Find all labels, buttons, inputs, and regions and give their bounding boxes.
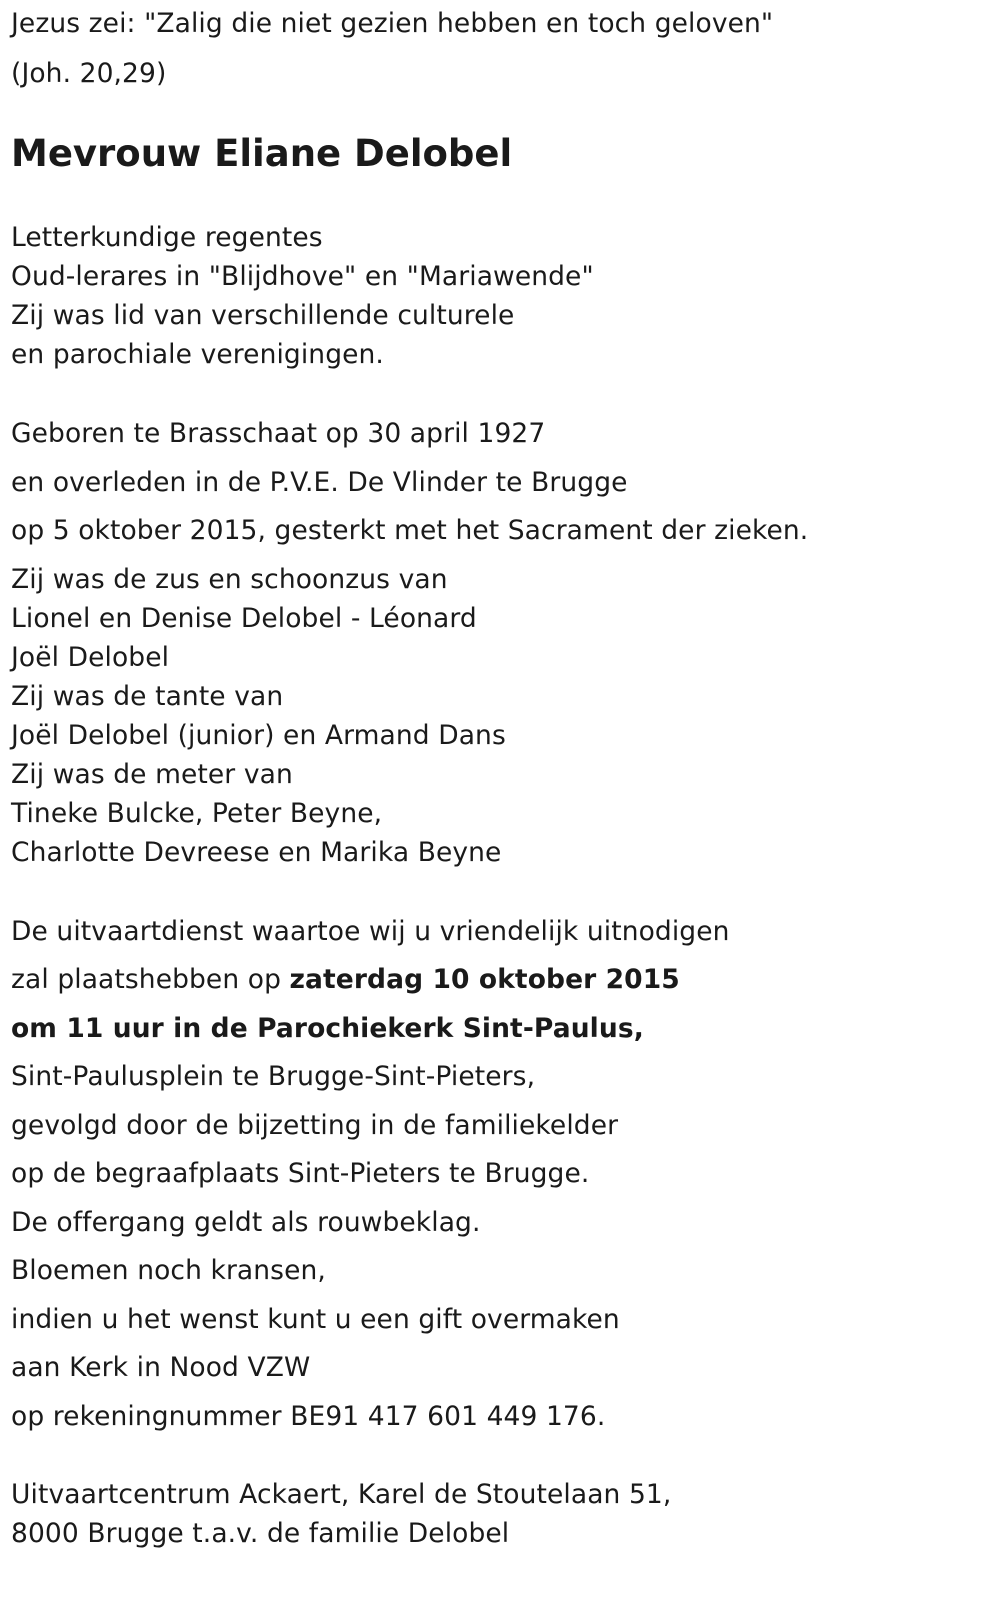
death-line: en overleden in de P.V.E. De Vlinder te Brugge [11,467,628,498]
service-line: gevolgd door de bijzetting in de familiekelder [11,1110,619,1141]
account-number-line: op rekeningnummer BE91 417 601 449 176. [11,1401,606,1432]
service-line: De offergang geldt als rouwbeklag. [11,1207,481,1238]
family-line: Zij was de meter van [11,759,293,790]
service-line: indien u het wenst kunt u een gift overmaken [11,1304,620,1335]
intro-line: en parochiale verenigingen. [11,339,384,370]
service-line: Sint-Paulusplein te Brugge-Sint-Pieters, [11,1061,536,1092]
intro-line: Oud-lerares in "Blijdhove" en "Mariawende" [11,261,594,292]
family-line: Joël Delobel [11,642,170,673]
bible-quote: Jezus zei: "Zalig die niet gezien hebben en toch geloven" [11,8,774,39]
service-date: zaterdag 10 oktober 2015 [289,964,680,995]
service-line: aan Kerk in Nood VZW [11,1352,311,1383]
intro-line: Zij was lid van verschillende culturele [11,300,515,331]
bible-reference: (Joh. 20,29) [11,58,167,89]
service-invitation: De uitvaartdienst waartoe wij u vriendelijk uitnodigen [11,916,730,947]
contact-line: Uitvaartcentrum Ackaert, Karel de Stoutelaan 51, [11,1479,672,1510]
family-line: Lionel en Denise Delobel - Léonard [11,603,477,634]
family-line: Zij was de zus en schoonzus van [11,564,448,595]
death-date-line: op 5 oktober 2015, gesterkt met het Sacrament der zieken. [11,515,809,546]
intro-line: Letterkundige regentes [11,222,323,253]
service-time-place: om 11 uur in de Parochiekerk Sint-Paulus, [11,1013,644,1044]
service-date-line [11,964,680,995]
service-time-place-line [11,1013,644,1044]
service-line: Bloemen noch kransen, [11,1255,326,1286]
family-line: Tineke Bulcke, Peter Beyne, [11,798,383,829]
family-line: Zij was de tante van [11,681,284,712]
service-date-prefix: zal plaatshebben op [11,964,290,995]
deceased-name: Mevrouw Eliane Delobel [11,132,513,175]
family-line: Joël Delobel (junior) en Armand Dans [11,720,506,751]
contact-line: 8000 Brugge t.a.v. de familie Delobel [11,1518,510,1549]
birth-line: Geboren te Brasschaat op 30 april 1927 [11,418,546,449]
service-line: op de begraafplaats Sint-Pieters te Brugge. [11,1158,590,1189]
family-line: Charlotte Devreese en Marika Beyne [11,837,502,868]
